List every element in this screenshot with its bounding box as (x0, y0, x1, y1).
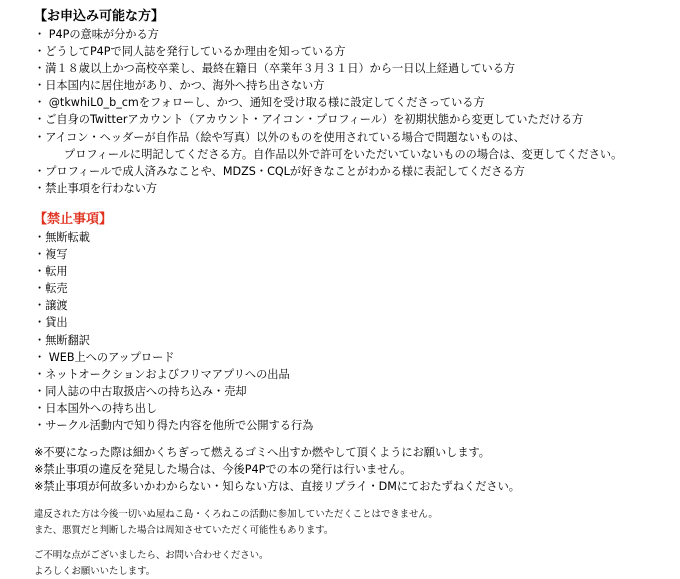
spacer (34, 538, 670, 548)
list-item: ・無断転載 (34, 230, 90, 244)
list-item-continuation: プロフィールに明記してくださる方。自作品以外で許可をいただいていないものの場合は、変更してください。 (64, 147, 623, 161)
contact-line: ご不明な点がございましたら、お問い合わせください。 (34, 550, 269, 562)
note-line: ※不要になった際は細かくちぎって燃えるゴミへ出すか燃やして頂くようにお願いします。 (34, 446, 490, 460)
list-item: ・日本国外への持ち出し (34, 401, 158, 415)
list-item: ・どうしてP4Pで同人誌を発行しているか理由を知っている方 (34, 45, 346, 59)
violation-line: また、悪質だと判断した場合は周知させていただく可能性もあります。 (34, 524, 334, 536)
list-item: ・禁止事項を行わない方 (34, 181, 158, 195)
eligible-heading: 【お申込み可能な方】 (34, 9, 165, 24)
document (34, 8, 670, 579)
prohibited-heading: 【禁止事項】 (34, 211, 113, 227)
prohibited-list (34, 229, 670, 434)
note-line: ※禁止事項の違反を発見した場合は、今後P4Pでの本の発行は行いません。 (34, 463, 412, 477)
list-item: ・満１８歳以上かつ高校卒業し、最終在籍日（卒業年３月３１日）から一日以上経過している方 (34, 62, 516, 76)
closing-line: よろしくお願いいたします。 (34, 565, 156, 577)
list-item: ・サークル活動内で知り得た内容を他所で公開する行為 (34, 418, 314, 432)
list-item: ・譲渡 (34, 299, 68, 313)
list-item: ・ WEB上へのアップロード (34, 350, 175, 364)
note-line: ※禁止事項が何故多いかわからない・知らない方は、直接リプライ・DMにておたずねください。 (34, 480, 520, 494)
footer-section (34, 507, 670, 579)
eligible-list (34, 26, 670, 197)
list-item: ・複写 (34, 248, 68, 262)
list-item: ・転用 (34, 265, 68, 279)
prohibited-section (34, 211, 670, 434)
list-item: ・貸出 (34, 316, 68, 330)
list-item: ・日本国内に居住地があり、かつ、海外へ持ち出さない方 (34, 79, 325, 93)
list-item: ・ネットオークションおよびフリマアプリへの出品 (34, 367, 290, 381)
list-item: ・同人誌の中古取扱店への持ち込み・売却 (34, 384, 247, 398)
list-item: ・ @tkwhiL0_b_cmをフォローし、かつ、通知を受け取る様に設定してくださっている方 (34, 96, 485, 110)
list-item: ・無断翻訳 (34, 333, 90, 347)
list-item: ・アイコン・ヘッダーが自作品（絵や写真）以外のものを使用されている場合で問題ないものは、 (34, 130, 525, 144)
list-item: ・転売 (34, 282, 68, 296)
list-item: ・ P4Pの意味が分かる方 (34, 28, 159, 41)
eligible-section (34, 8, 670, 197)
violation-line: 違反された方は今後一切いぬ屋ねこ島・くろねこの活動に参加していただくことはできません。 (34, 509, 438, 521)
list-item: ・ご自身のTwitterアカウント（アカウント・アイコン・プロフィール）を初期状態から変更していただける方 (34, 113, 584, 127)
list-item: ・プロフィールで成人済みなことや、MDZS・CQLが好きなことがわかる様に表記してくださる方 (34, 164, 525, 178)
notes-section (34, 444, 670, 495)
